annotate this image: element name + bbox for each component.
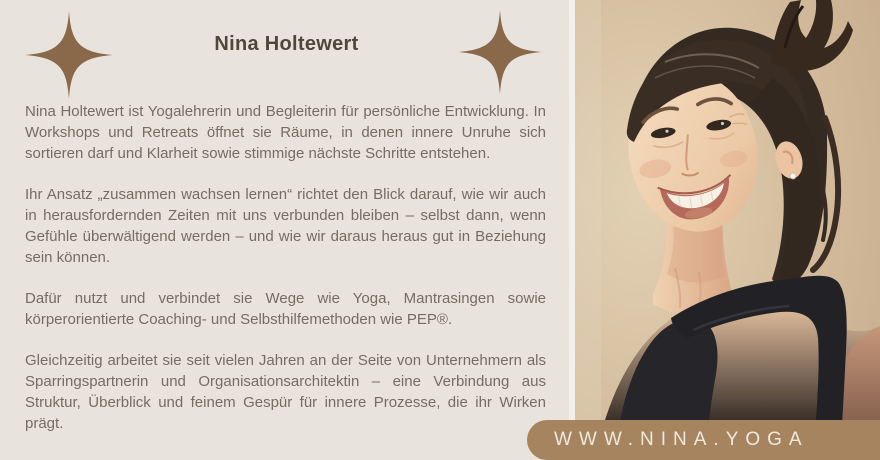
- earring: [790, 173, 796, 179]
- website-url: WWW.NINA.YOGA: [554, 429, 809, 450]
- sparkle-icon: [454, 10, 546, 94]
- portrait-photo: [575, 0, 880, 460]
- website-link-banner[interactable]: [527, 420, 880, 460]
- bio-paragraph: Dafür nutzt und verbindet sie Wege wie Yoga, Mantrasingen sowie körperorientierte Coaching- und Selbsthilfemethoden wie PEP®.: [25, 290, 546, 328]
- page-title: Nina Holtewert: [214, 33, 359, 55]
- bio-paragraph: Nina Holtewert ist Yogalehrerin und Begleiterin für persönliche Entwicklung. In Workshops und Retreats öffnet sie Räume, in denen innere Unruhe sich sortieren darf und Klarheit sowie stimmige nächste Schritte entstehen.: [25, 103, 546, 162]
- bio-paragraph: Ihr Ansatz „zusammen wachsen lernen“ richtet den Blick darauf, wie wir auch in herausfordernden Zeiten mit uns verbunden bleiben – selbst dann, wenn Gefühle überwältigend werden – und wie wir daraus heraus gut in Beziehung sein können.: [25, 186, 546, 266]
- bio-text: [25, 101, 546, 454]
- bio-paragraph: Gleichzeitig arbeitet sie seit vielen Jahren an der Seite von Unternehmern als Sparringspartnerin und Organisationsarchitektin – eine Verbindung aus Struktur, Überblick und feinem Gespür für innere Prozesse, die ihr Wirken prägt.: [25, 352, 546, 432]
